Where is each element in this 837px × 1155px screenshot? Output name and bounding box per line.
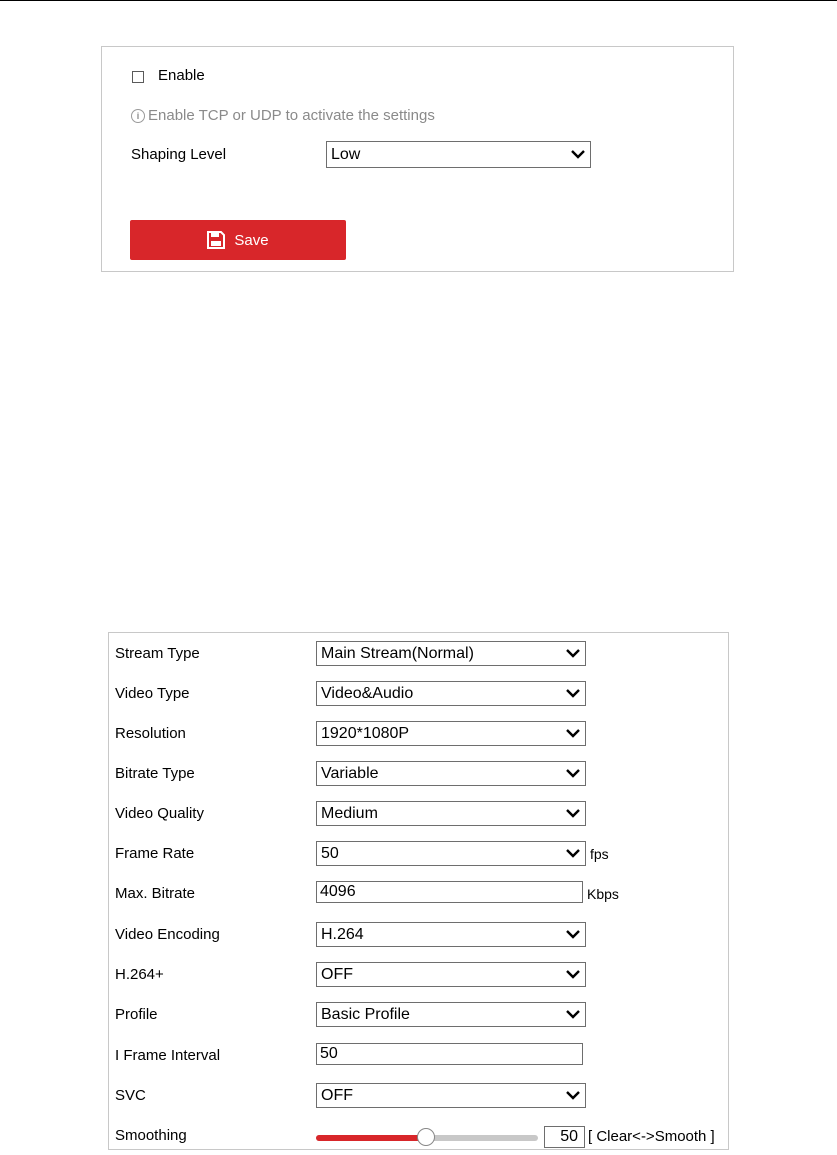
i-frame-interval-label: I Frame Interval (115, 1047, 221, 1064)
svc-select[interactable] (316, 1083, 586, 1108)
save-label: Save (234, 231, 269, 249)
chevron-down-icon (566, 1009, 580, 1019)
profile-select[interactable] (316, 1002, 586, 1027)
enable-checkbox[interactable] (132, 71, 144, 83)
h264plus-select[interactable] (316, 962, 586, 987)
save-button[interactable] (130, 220, 346, 260)
hint-text (131, 107, 435, 124)
svc-value: OFF (321, 1086, 353, 1104)
frame-rate-unit: fps (590, 846, 609, 862)
video-quality-value: Medium (321, 804, 378, 822)
shaping-level-select[interactable] (326, 141, 591, 168)
max-bitrate-input[interactable]: 4096 (316, 881, 583, 903)
video-encoding-select[interactable] (316, 922, 586, 947)
chevron-down-icon (566, 808, 580, 818)
video-settings-panel (108, 632, 729, 1150)
profile-label: Profile (115, 1006, 158, 1023)
resolution-label: Resolution (115, 725, 186, 742)
smoothing-slider-thumb[interactable] (417, 1128, 435, 1146)
video-encoding-label: Video Encoding (115, 926, 220, 943)
enable-label: Enable (158, 67, 205, 84)
shaping-level-label: Shaping Level (131, 146, 227, 163)
stream-type-select[interactable] (316, 641, 586, 666)
frame-rate-label: Frame Rate (115, 845, 195, 862)
h264plus-value: OFF (321, 965, 353, 983)
row-video-quality (109, 793, 728, 833)
stream-type-label: Stream Type (115, 645, 200, 662)
row-bitrate-type (109, 753, 728, 793)
smoothing-value-input[interactable]: 50 (544, 1126, 585, 1148)
svc-label: SVC (115, 1087, 146, 1104)
chevron-down-icon (566, 648, 580, 658)
smoothing-label: Smoothing (115, 1127, 187, 1144)
frame-rate-value: 50 (321, 844, 339, 862)
row-smoothing (109, 1115, 728, 1155)
row-h264plus (109, 954, 728, 994)
row-video-encoding (109, 914, 728, 954)
resolution-value: 1920*1080P (321, 724, 410, 742)
max-bitrate-unit: Kbps (587, 886, 619, 902)
video-encoding-value: H.264 (321, 925, 364, 943)
chevron-down-icon (566, 768, 580, 778)
row-resolution (109, 713, 728, 753)
stream-type-value: Main Stream(Normal) (321, 644, 474, 662)
profile-value: Basic Profile (321, 1005, 410, 1023)
chevron-down-icon (566, 1090, 580, 1100)
info-icon: i (131, 109, 145, 123)
video-type-label: Video Type (115, 685, 190, 702)
frame-rate-select[interactable] (316, 841, 586, 866)
chevron-down-icon (566, 848, 580, 858)
video-quality-label: Video Quality (115, 805, 204, 822)
shaping-level-value: Low (331, 145, 361, 163)
smoothing-slider-fill (316, 1135, 426, 1141)
video-quality-select[interactable] (316, 801, 586, 826)
header-rule (0, 0, 837, 1)
row-max-bitrate (109, 873, 728, 913)
chevron-down-icon (566, 728, 580, 738)
row-i-frame-interval (109, 1035, 728, 1075)
h264plus-label: H.264+ (115, 966, 164, 983)
resolution-select[interactable] (316, 721, 586, 746)
chevron-down-icon (566, 688, 580, 698)
hint-label: Enable TCP or UDP to activate the settings (148, 107, 435, 124)
save-icon (207, 231, 225, 249)
row-video-type (109, 673, 728, 713)
bitrate-type-value: Variable (321, 764, 379, 782)
row-svc (109, 1075, 728, 1115)
smoothing-slider[interactable] (316, 1135, 538, 1141)
row-profile (109, 994, 728, 1034)
video-type-value: Video&Audio (321, 684, 414, 702)
chevron-down-icon (571, 149, 585, 159)
bitrate-type-label: Bitrate Type (115, 765, 195, 782)
max-bitrate-label: Max. Bitrate (115, 885, 196, 902)
i-frame-interval-input[interactable]: 50 (316, 1043, 583, 1065)
chevron-down-icon (566, 929, 580, 939)
chevron-down-icon (566, 969, 580, 979)
bitrate-type-select[interactable] (316, 761, 586, 786)
row-stream-type (109, 633, 728, 673)
smoothing-range-hint: [ Clear<->Smooth ] (588, 1128, 715, 1145)
video-type-select[interactable] (316, 681, 586, 706)
shaping-panel (101, 46, 734, 272)
row-frame-rate (109, 833, 728, 873)
